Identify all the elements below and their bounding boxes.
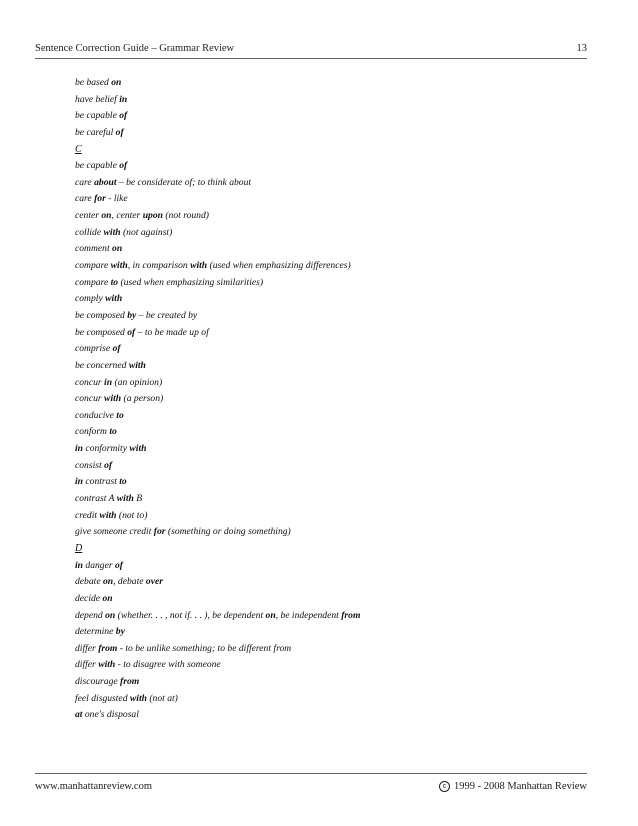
list-item xyxy=(75,408,575,425)
entry-text: – be considerate of; to think about xyxy=(116,176,252,188)
list-item xyxy=(75,641,575,658)
list-item xyxy=(75,474,575,491)
entry-preposition: with xyxy=(104,393,122,405)
entry-text: differ xyxy=(75,642,99,654)
list-item xyxy=(75,108,575,125)
entry-text: concur xyxy=(75,376,105,388)
entry-preposition: with xyxy=(99,509,117,521)
entry-preposition: on xyxy=(112,243,123,255)
entry-preposition: by xyxy=(115,626,125,638)
entry-text: differ xyxy=(75,659,99,671)
list-item xyxy=(75,341,575,358)
footer-url[interactable]: www.manhattanreview.com xyxy=(35,781,153,792)
list-item xyxy=(75,258,575,275)
entry-text: (used when emphasizing similarities) xyxy=(118,276,264,288)
preposition-list xyxy=(75,75,575,724)
entry-text: conducive xyxy=(75,409,117,421)
entry-text: be concerned xyxy=(75,359,129,371)
list-item xyxy=(75,158,575,175)
entry-text: , in comparison xyxy=(127,260,191,272)
entry-text: give someone credit xyxy=(75,526,154,538)
entry-text: feel disgusted xyxy=(75,692,130,704)
entry-text: be capable xyxy=(75,160,120,172)
section-letter-text: C xyxy=(75,143,82,155)
list-item xyxy=(75,325,575,342)
list-item xyxy=(75,657,575,674)
section-letter xyxy=(75,541,575,558)
entry-text: – be created by xyxy=(136,309,198,321)
entry-text: (used when emphasizing differences) xyxy=(207,260,351,272)
entry-text: collide xyxy=(75,226,104,238)
list-item xyxy=(75,424,575,441)
footer-rule xyxy=(35,773,587,774)
entry-text: – to be made up of xyxy=(135,326,209,338)
entry-text: contrast xyxy=(83,476,120,488)
list-item xyxy=(75,441,575,458)
entry-text: (not to) xyxy=(116,509,148,521)
list-item xyxy=(75,225,575,242)
entry-text: - like xyxy=(105,193,128,205)
list-item xyxy=(75,691,575,708)
entry-text: consist xyxy=(75,459,105,471)
entry-preposition: with xyxy=(110,260,128,272)
copyright-text: 1999 - 2008 Manhattan Review xyxy=(454,781,587,792)
entry-preposition: with xyxy=(98,659,116,671)
entry-preposition: with xyxy=(129,443,147,455)
entry-text: be careful xyxy=(75,126,116,138)
entry-preposition: for xyxy=(153,526,166,538)
entry-text: (something or doing something) xyxy=(165,526,291,538)
list-item xyxy=(75,275,575,292)
entry-preposition: in xyxy=(75,443,84,455)
entry-text: compare xyxy=(75,276,111,288)
entry-preposition: in xyxy=(119,93,128,105)
entry-preposition: of xyxy=(112,343,121,355)
entry-preposition: to xyxy=(110,276,119,288)
entry-text: comprise xyxy=(75,343,113,355)
list-item xyxy=(75,508,575,525)
footer-copyright xyxy=(439,781,587,792)
entry-preposition: with xyxy=(190,260,208,272)
entry-text: comply xyxy=(75,293,106,305)
entry-preposition: with xyxy=(105,293,123,305)
entry-preposition: of xyxy=(119,160,128,172)
entry-text: , center xyxy=(111,210,143,222)
entry-preposition: of xyxy=(104,459,113,471)
entry-preposition: in xyxy=(75,559,84,571)
entry-preposition: about xyxy=(94,176,117,188)
list-item xyxy=(75,608,575,625)
entry-preposition: over xyxy=(145,576,163,588)
entry-preposition: to xyxy=(116,409,124,421)
list-item xyxy=(75,92,575,109)
list-item xyxy=(75,241,575,258)
entry-preposition: in xyxy=(75,476,84,488)
list-item xyxy=(75,558,575,575)
entry-text: discourage xyxy=(75,676,121,688)
entry-preposition: of xyxy=(127,326,136,338)
entry-preposition: of xyxy=(115,126,124,138)
entry-preposition: to xyxy=(109,426,117,438)
page-number: 13 xyxy=(576,43,587,54)
entry-preposition: of xyxy=(115,559,123,571)
entry-text: comment xyxy=(75,243,113,255)
entry-text: debate xyxy=(75,576,103,588)
entry-preposition: with xyxy=(103,226,121,238)
list-item xyxy=(75,375,575,392)
entry-preposition: by xyxy=(127,309,137,321)
entry-text: (whether. . . , not if. . . ), be dependent xyxy=(115,609,266,621)
list-item xyxy=(75,707,575,724)
entry-text: credit xyxy=(75,509,100,521)
entry-preposition: on xyxy=(101,210,112,222)
list-item xyxy=(75,391,575,408)
entry-text: (a person) xyxy=(121,393,164,405)
entry-text: conformity xyxy=(83,443,130,455)
entry-preposition: with xyxy=(129,692,147,704)
entry-text: one's disposal xyxy=(82,709,139,721)
list-item xyxy=(75,175,575,192)
list-item xyxy=(75,491,575,508)
entry-text: be based xyxy=(75,77,112,88)
list-item xyxy=(75,624,575,641)
entry-preposition: on xyxy=(102,576,114,588)
entry-text: - to be unlike something; to be different from xyxy=(117,642,292,654)
entry-text: B xyxy=(133,493,143,505)
entry-text: determine xyxy=(75,626,116,638)
entry-preposition: from xyxy=(98,642,118,654)
entry-text: depend xyxy=(75,609,106,621)
section-letter-text: D xyxy=(75,542,83,554)
entry-text: danger xyxy=(83,559,115,571)
list-item xyxy=(75,458,575,475)
entry-preposition: on xyxy=(105,609,116,621)
entry-text: (not against) xyxy=(120,226,173,238)
list-item xyxy=(75,591,575,608)
entry-text: , be independent xyxy=(275,609,342,621)
list-item xyxy=(75,291,575,308)
entry-preposition: at xyxy=(75,709,83,721)
entry-preposition: for xyxy=(94,193,106,205)
entry-preposition: on xyxy=(111,77,122,88)
entry-preposition: on xyxy=(102,592,113,604)
entry-text: (an opinion) xyxy=(112,376,163,388)
copyright-icon: c xyxy=(439,781,450,792)
entry-text: conform xyxy=(75,426,110,438)
entry-text: have belief xyxy=(75,93,120,105)
entry-preposition: of xyxy=(119,110,128,122)
entry-preposition: with xyxy=(128,359,146,371)
list-item xyxy=(75,674,575,691)
entry-preposition: to xyxy=(119,476,127,488)
entry-preposition: in xyxy=(104,376,113,388)
entry-text: , debate xyxy=(113,576,146,588)
list-item xyxy=(75,524,575,541)
section-letter xyxy=(75,142,575,159)
entry-preposition: upon xyxy=(142,210,163,222)
entry-preposition: from xyxy=(341,609,361,621)
entry-preposition: with xyxy=(116,493,134,505)
entry-text: - to disagree with someone xyxy=(115,659,221,671)
entry-text: be composed xyxy=(75,309,128,321)
list-item xyxy=(75,574,575,591)
entry-text: decide xyxy=(75,592,103,604)
list-item xyxy=(75,308,575,325)
entry-text: contrast A xyxy=(75,493,117,505)
entry-text: care xyxy=(75,193,95,205)
entry-text: concur xyxy=(75,393,105,405)
entry-preposition: on xyxy=(265,609,276,621)
entry-text: (not round) xyxy=(162,210,209,222)
list-item xyxy=(75,208,575,225)
list-item xyxy=(75,75,575,92)
list-item xyxy=(75,191,575,208)
entry-text: compare xyxy=(75,260,111,272)
header-title: Sentence Correction Guide – Grammar Review xyxy=(35,43,235,54)
entry-text: center xyxy=(75,210,102,222)
header-rule xyxy=(35,58,587,59)
entry-text: care xyxy=(75,176,95,188)
list-item xyxy=(75,125,575,142)
entry-text: be capable xyxy=(75,110,120,122)
list-item xyxy=(75,358,575,375)
entry-preposition: from xyxy=(120,676,140,688)
entry-text: be composed xyxy=(75,326,128,338)
entry-text: (not at) xyxy=(146,692,178,704)
